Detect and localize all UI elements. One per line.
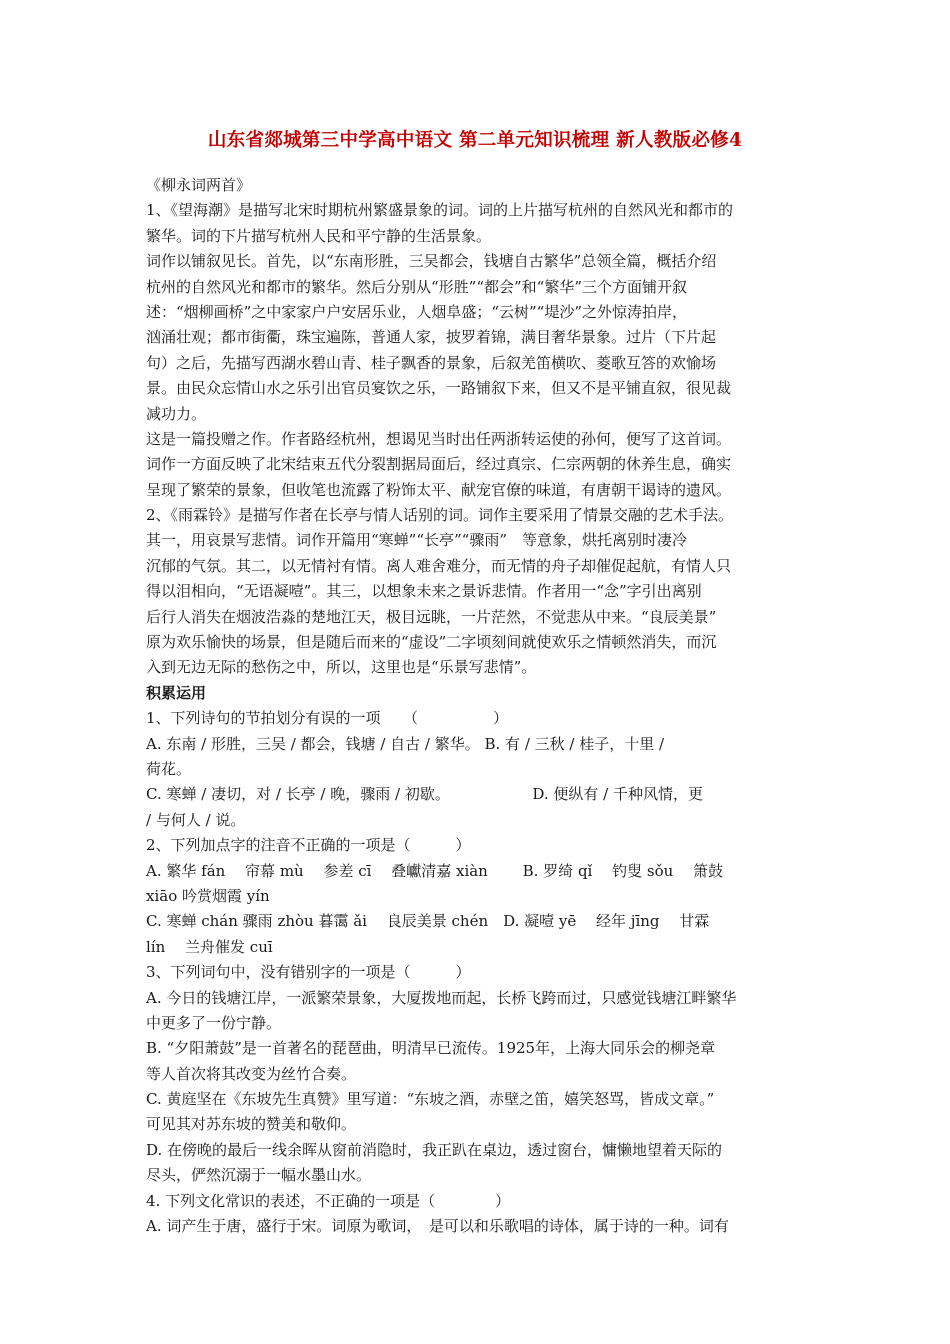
text-line: 词作一方面反映了北宋结束五代分裂割据局面后，经过真宗、仁宗两朝的休养生息，确实: [146, 455, 732, 474]
text-line: 1、下列诗句的节拍划分有误的一项 （ ）: [146, 709, 509, 728]
text-line: 句）之后，先描写西湖水碧山青、桂子飘香的景象，后叙羌笛横吹、菱歌互答的欢愉场: [146, 353, 717, 372]
text-line: 尽头，俨然沉溺于一幅水墨山水。: [146, 1166, 372, 1185]
document-body: [146, 173, 816, 1239]
text-line: 入到无边无际的愁伤之中，所以，这里也是“乐景写悲情”。: [146, 658, 537, 677]
text-line: 述：“烟柳画桥”之中家家户户安居乐业，人烟阜盛；“云树”“堤沙”之外惊涛拍岸，: [146, 302, 688, 321]
text-line: 景。由民众忘情山水之乐引出官员宴饮之乐，一路铺叙下来，但又不是平铺直叙，很见裁: [146, 379, 732, 398]
text-line: 繁华。词的下片描写杭州人民和平宁静的生活景象。: [146, 226, 492, 245]
text-line: 得以泪相向，“无语凝噎”。其三，以想象未来之景诉悲情。作者用一“念”字引出离别: [146, 582, 702, 601]
text-line: A. 今日的钱塘江岸，一派繁荣景象，大厦拨地而起，长桥飞跨而过，只感觉钱塘江畔繁华: [146, 988, 737, 1007]
text-line: B. “夕阳萧鼓”是一首著名的琵琶曲，明清早已流传。1925年，上海大同乐会的柳尧章: [146, 1039, 716, 1058]
text-line: 2、《雨霖铃》是描写作者在长亭与情人话别的词。词作主要采用了情景交融的艺术手法。: [146, 506, 734, 525]
text-line: 汹涌壮观；都市街衢，珠宝遍陈，普通人家，披罗着锦，满目奢华景象。过片（下片起: [146, 328, 717, 347]
text-line: A. 东南 / 形胜，三吴 / 都会，钱塘 / 自古 / 繁华。 B. 有 / 三秋 / 桂子，十里 /: [146, 734, 665, 753]
text-line: 原为欢乐愉快的场景，但是随后而来的“虚设”二字顷刻间就使欢乐之情顿然消失，而沉: [146, 633, 717, 652]
text-line: 呈现了繁荣的景象，但收笔也流露了粉饰太平、献宠官僚的味道，有唐朝干谒诗的遗风。: [146, 480, 732, 499]
text-line: A. 词产生于唐，盛行于宋。词原为歌词， 是可以和乐歌唱的诗体，属于诗的一种。词有: [146, 1217, 729, 1236]
section-heading: 积累运用: [146, 683, 207, 702]
text-line: 4. 下列文化常识的表述，不正确的一项是（ ）: [146, 1191, 511, 1210]
text-line: 荷花。: [146, 759, 192, 778]
text-line: 后行人消失在烟波浩淼的楚地江天，极目远眺，一片茫然，不觉悲从中来。“良辰美景”: [146, 607, 717, 626]
text-line: 减功力。: [146, 404, 207, 423]
document-title: 山东省郯城第三中学高中语文 第二单元知识梳理 新人教版必修4: [207, 130, 743, 151]
text-line: / 与何人 / 说。: [146, 810, 246, 829]
text-line: C. 寒蝉 chán 骤雨 zhòu 暮霭 ǎi 良辰美景 chén D. 凝噎 yē 经年 jīng 甘霖: [146, 912, 710, 931]
text-line: 《柳永词两首》: [146, 176, 252, 194]
text-line: xiāo 吟赏烟霞 yín: [146, 886, 270, 905]
text-line: D. 在傍晚的最后一线余晖从窗前消隐时，我正趴在桌边，透过窗台，慵懒地望着天际的: [146, 1140, 723, 1159]
text-line: 沉郁的气氛。其二，以无情衬有情。离人难舍难分，而无情的舟子却催促起航，有情人只: [146, 556, 732, 575]
text-line: 3、下列词句中，没有错别字的一项是（ ）: [146, 963, 471, 982]
text-line: 词作以铺叙见长。首先，以“东南形胜，三吴都会，钱塘自古繁华”总领全篇，概括介绍: [146, 252, 717, 271]
text-line: C. 寒蝉 / 凄切，对 / 长亭 / 晚，骤雨 / 初歇。 D. 便纵有 / 千种风情，更: [146, 785, 703, 804]
text-line: 中更多了一份宁静。: [146, 1013, 282, 1032]
text-line: A. 繁华 fán 帘幕 mù 参差 cī 叠巘清嘉 xiàn B. 罗绮 qǐ 钓叟 sǒu 箫鼓: [146, 861, 724, 880]
text-line: C. 黄庭坚在《东坡先生真赞》里写道：“东坡之酒，赤壁之笛，嬉笑怒骂，皆成文章。”: [146, 1090, 715, 1109]
text-line: 其一，用哀景写悲情。词作开篇用“寒蝉”“长亭”“骤雨” 等意象，烘托离别时凄冷: [146, 531, 688, 550]
text-line: 杭州的自然风光和都市的繁华。然后分别从“形胜”“都会”和“繁华”三个方面铺开叙: [146, 277, 688, 296]
text-line: lín 兰舟催发 cuī: [146, 937, 273, 956]
text-line: 2、下列加点字的注音不正确的一项是（ ）: [146, 836, 471, 855]
text-line: 等人首次将其改变为丝竹合奏。: [146, 1064, 357, 1083]
text-line: 1、《望海潮》是描写北宋时期杭州繁盛景象的词。词的上片描写杭州的自然风光和都市的: [146, 201, 734, 220]
text-line: 可见其对苏东坡的赞美和敬仰。: [146, 1115, 357, 1134]
text-line: 这是一篇投赠之作。作者路经杭州，想谒见当时出任两浙转运使的孙何，便写了这首词。: [146, 429, 732, 448]
